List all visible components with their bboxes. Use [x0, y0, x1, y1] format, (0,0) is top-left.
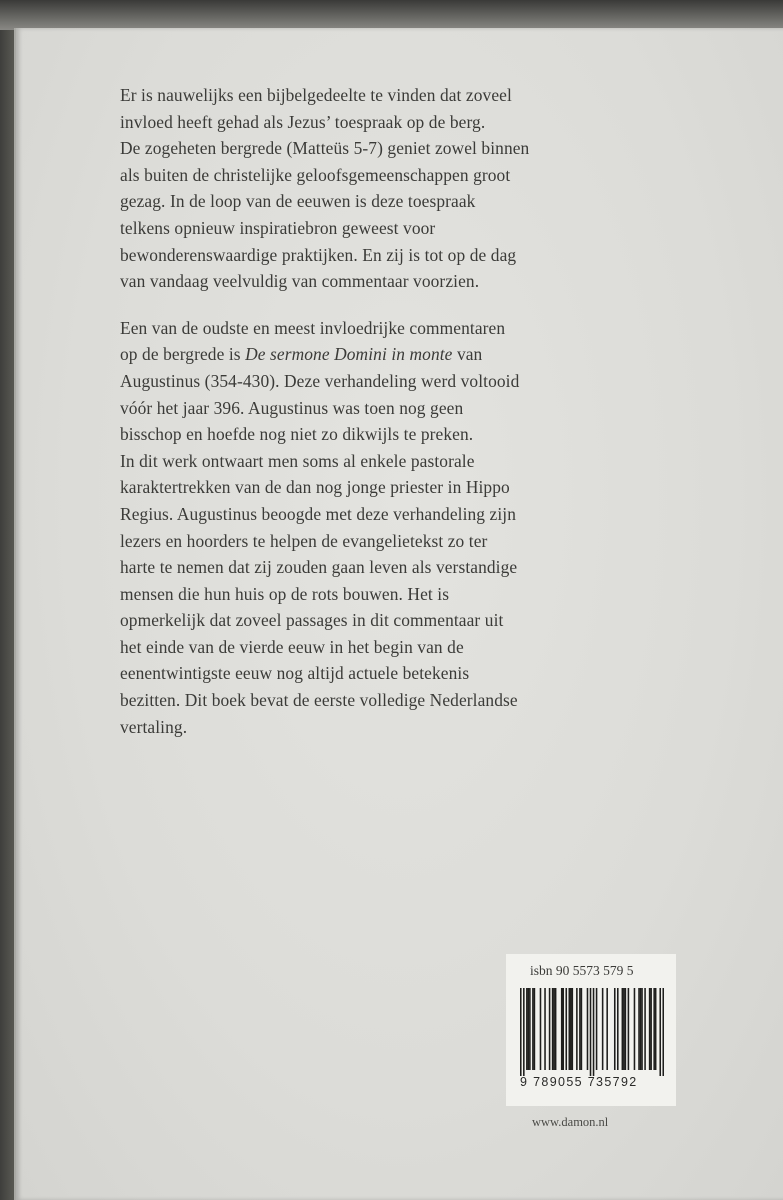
barcode-bar: [614, 988, 616, 1070]
barcode-bar: [540, 988, 542, 1070]
barcode-bar: [526, 988, 528, 1070]
blurb-line: gezag. In de loop van de eeuwen is deze toespraak: [120, 191, 476, 212]
blurb-line: De zogeheten bergrede (Matteüs 5-7) geniet zowel binnen: [120, 138, 530, 159]
barcode-bar: [623, 988, 625, 1070]
barcode-bar: [640, 988, 642, 1070]
barcode-bar: [534, 988, 536, 1070]
barcode-bar: [579, 988, 581, 1070]
blurb-line: In dit werk ontwaart men soms al enkele pastorale: [120, 450, 475, 471]
barcode-bar: [638, 988, 640, 1070]
blurb-line: bewonderenswaardige praktijken. En zij is tot op de dag: [120, 244, 517, 265]
blurb-line: invloed heeft gehad als Jezus’ toespraak op de berg.: [120, 111, 486, 132]
barcode-bar: [565, 988, 567, 1070]
barcode-bar: [587, 988, 589, 1070]
blurb-line: opmerkelijk dat zoveel passages in dit commentaar uit: [120, 610, 504, 631]
barcode-bar: [606, 988, 608, 1070]
blurb-line: vóór het jaar 396. Augustinus was toen nog geen: [120, 397, 464, 418]
barcode-bar: [544, 988, 546, 1070]
book-top-edge: [0, 0, 783, 30]
barcode-bar: [581, 988, 583, 1070]
blurb-line: lezers en hoorders te helpen de evangelietekst zo ter: [120, 530, 488, 551]
blurb-line: Er is nauwelijks een bijbelgedeelte te vinden dat zoveel: [120, 85, 512, 105]
blurb-line: vertaling.: [120, 716, 188, 737]
blurb-line: Augustinus (354-430). Deze verhandeling werd voltooid: [120, 370, 520, 391]
barcode-bar: [572, 988, 574, 1070]
blurb-line-part: van: [452, 344, 483, 365]
barcode-label: [506, 954, 676, 1106]
barcode-bar: [532, 988, 534, 1070]
barcode-bar: [628, 988, 630, 1070]
blurb-line: harte te nemen dat zij zouden gaan leven als verstandige: [120, 557, 518, 578]
barcode-bar: [553, 988, 555, 1070]
barcode-bar: [662, 988, 664, 1076]
barcode-bar: [528, 988, 530, 1070]
barcode-bar: [596, 988, 598, 1070]
barcode-bar: [552, 988, 554, 1070]
blurb-paragraph-1: [120, 82, 600, 295]
barcode-bar: [520, 988, 522, 1076]
blurb-line: eenentwintigste eeuw nog altijd actuele betekenis: [120, 663, 470, 684]
barcode-bar: [529, 988, 531, 1070]
barcode-bar: [634, 988, 636, 1070]
barcode-bar: [641, 988, 643, 1070]
blurb-line-part: op de bergrede is: [120, 344, 246, 365]
barcode-bar: [625, 988, 627, 1070]
barcode-bar: [555, 988, 557, 1070]
barcode-bar: [602, 988, 604, 1070]
isbn-number: isbn 90 5573 579 5: [530, 963, 634, 978]
barcode-bar: [561, 988, 563, 1070]
barcode-bar: [650, 988, 652, 1070]
blurb-line: als buiten de christelijke geloofsgemeenschappen groot: [120, 164, 511, 185]
barcode-bar: [562, 988, 564, 1070]
blurb-line: Een van de oudste en meest invloedrijke commentaren: [120, 317, 506, 338]
barcode-bar: [569, 988, 571, 1070]
barcode-bar: [622, 988, 624, 1070]
barcode-bar: [593, 988, 595, 1076]
barcode-bar: [659, 988, 661, 1076]
blurb-text: [120, 82, 600, 760]
blurb-line: van vandaag veelvuldig van commentaar voorzien.: [120, 271, 480, 292]
barcode-bar: [644, 988, 646, 1070]
barcode-bar: [617, 988, 619, 1070]
blurb-line: bezitten. Dit boek bevat de eerste volledige Nederlandse: [120, 690, 518, 711]
work-title: De sermone Domini in monte: [245, 344, 453, 365]
barcode-bar: [570, 988, 572, 1070]
blurb-paragraph-2: [120, 315, 600, 741]
barcode-bar: [549, 988, 551, 1070]
barcode-bar: [523, 988, 525, 1076]
barcode-bar: [653, 988, 655, 1070]
blurb-line: het einde van de vierde eeuw in het begin van de: [120, 636, 464, 657]
blurb-line-with-title: [120, 341, 600, 368]
blurb-line: bisschop en hoefde nog niet zo dikwijls te preken.: [120, 424, 474, 445]
barcode-bar: [655, 988, 657, 1070]
barcode-bar: [649, 988, 651, 1070]
publisher-url: www.damon.nl: [532, 1115, 609, 1129]
blurb-line: mensen die hun huis op de rots bouwen. Het is: [120, 583, 450, 604]
barcode-bars: [520, 988, 664, 1076]
blurb-line: telkens opnieuw inspiratiebron geweest voor: [120, 217, 436, 238]
barcode-bar: [590, 988, 592, 1076]
ean-digits: 9 789055 735792: [520, 1075, 638, 1089]
blurb-line: karaktertrekken van de dan nog jonge priester in Hippo: [120, 477, 510, 498]
barcode-bar: [576, 988, 578, 1070]
blurb-line: Regius. Augustinus beoogde met deze verhandeling zijn: [120, 503, 517, 524]
